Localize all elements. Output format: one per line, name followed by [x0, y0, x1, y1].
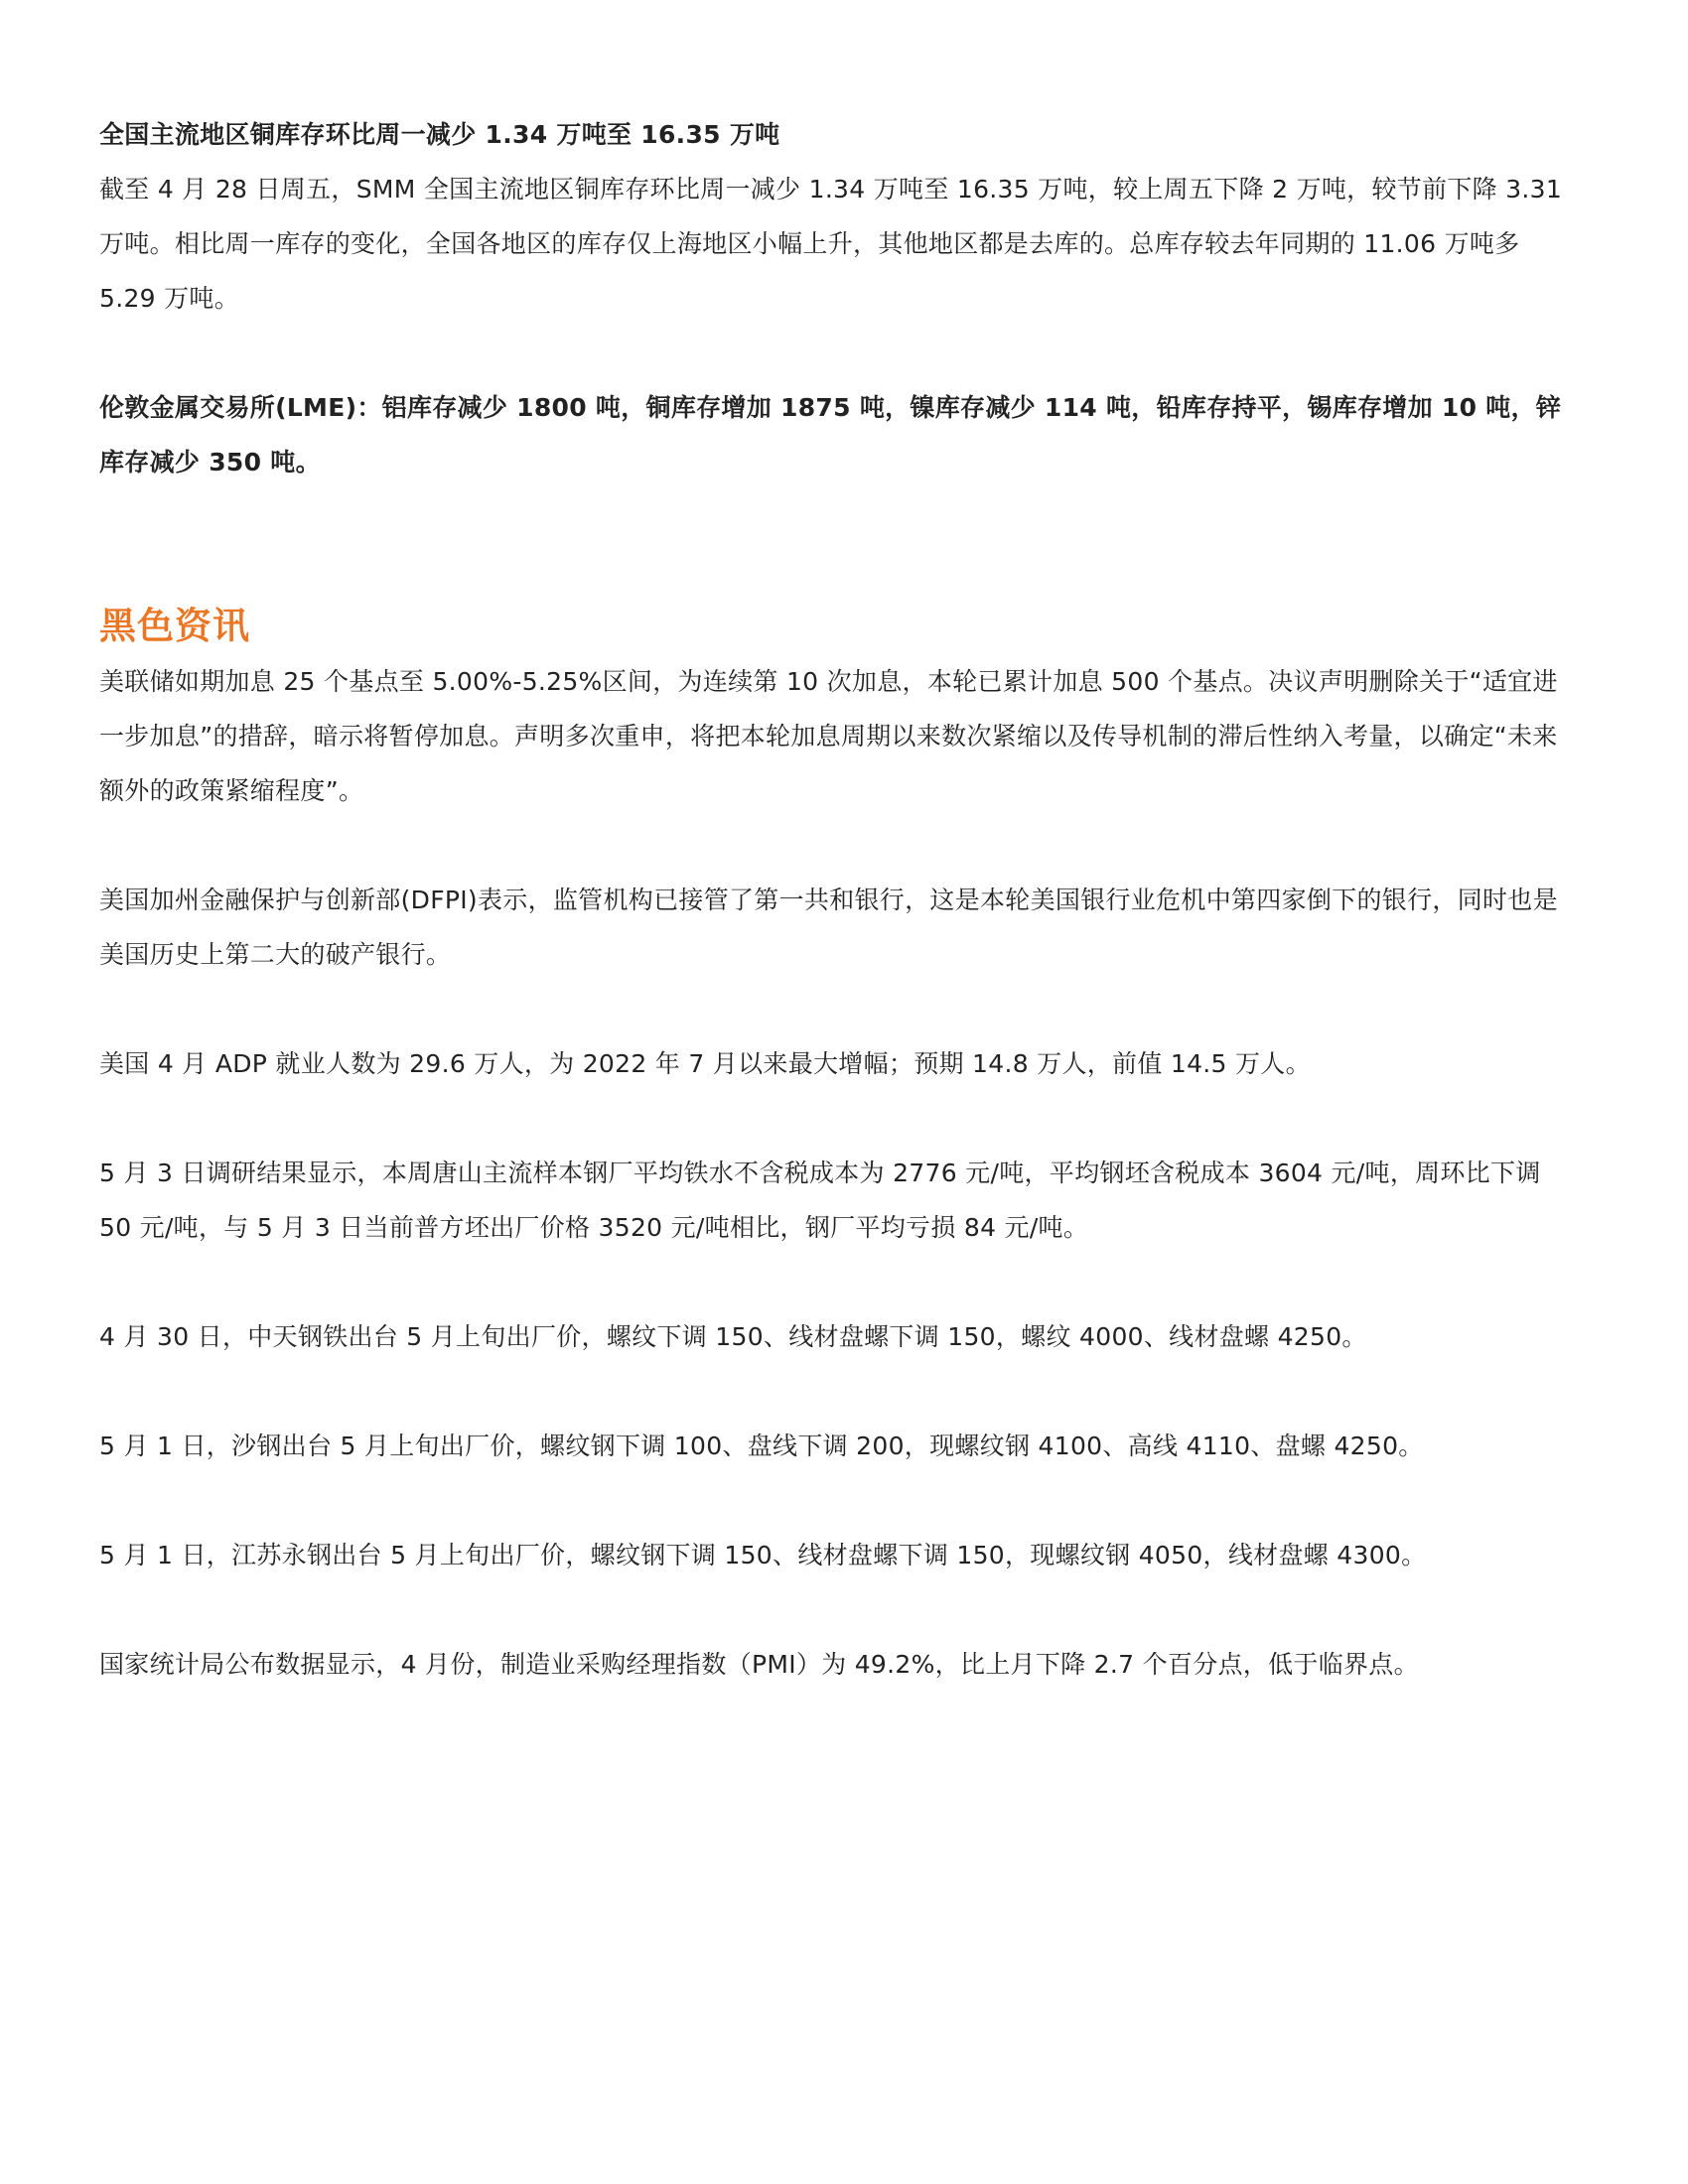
news-paragraph-fed: 美联储如期加息 25 个基点至 5.00%-5.25%区间，为连续第 10 次加息，本轮已累计加息 500 个基点。决议声明删除关于“适宜进一步加息”的措辞，暗示将暂停加息。声明多次重申，将把本轮加息周期以来数次紧缩以及传导机制的滞后性纳入考量，以确定“未来额外的政策紧缩程度”。 — [99, 667, 1558, 805]
lme-inventory-paragraph: 伦敦金属交易所(LME)：铝库存减少 1800 吨，铜库存增加 1875 吨，镍库存减少 114 吨，铅库存持平，锡库存增加 10 吨，锌库存减少 350 吨。 — [99, 393, 1562, 477]
news-paragraph-pmi: 国家统计局公布数据显示，4 月份，制造业采购经理指数（PMI）为 49.2%，比上月下降 2.7 个百分点，低于临界点。 — [99, 1650, 1419, 1679]
copper-inventory-heading: 全国主流地区铜库存环比周一减少 1.34 万吨至 16.35 万吨 — [99, 120, 780, 149]
section-title-ferrous: 黑色资讯 — [99, 605, 250, 647]
news-paragraph-tangshan-cost: 5 月 3 日调研结果显示，本周唐山主流样本钢厂平均铁水不含税成本为 2776 元/吨，平均钢坯含税成本 3604 元/吨，周环比下调 50 元/吨，与 5 月 3 日当前普方坯出厂价格 3520 元/吨相比，钢厂平均亏损 84 元/吨。 — [99, 1159, 1541, 1242]
news-paragraph-shagang-price: 5 月 1 日，沙钢出台 5 月上旬出厂价，螺纹钢下调 100、盘线下调 200，现螺纹钢 4100、高线 4110、盘螺 4250。 — [99, 1432, 1424, 1460]
news-paragraph-adp: 美国 4 月 ADP 就业人数为 29.6 万人，为 2022 年 7 月以来最大增幅；预期 14.8 万人，前值 14.5 万人。 — [99, 1049, 1311, 1078]
news-paragraph-zhongtian-price: 4 月 30 日，中天钢铁出台 5 月上旬出厂价，螺纹下调 150、线材盘螺下调 150，螺纹 4000、线材盘螺 4250。 — [99, 1322, 1367, 1351]
copper-inventory-body: 截至 4 月 28 日周五，SMM 全国主流地区铜库存环比周一减少 1.34 万吨至 16.35 万吨，较上周五下降 2 万吨，较节前下降 3.31 万吨。相比周一库存的变化，全国各地区的库存仅上海地区小幅上升，其他地区都是去库的。总库存较去年同期的 11.06 万吨多 5.29 万吨。 — [99, 175, 1563, 313]
document-page — [99, 107, 1569, 1692]
news-paragraph-yonggang-price: 5 月 1 日，江苏永钢出台 5 月上旬出厂价，螺纹钢下调 150、线材盘螺下调 150，现螺纹钢 4050，线材盘螺 4300。 — [99, 1541, 1427, 1570]
news-paragraph-dfpi: 美国加州金融保护与创新部(DFPI)表示，监管机构已接管了第一共和银行，这是本轮美国银行业危机中第四家倒下的银行，同时也是美国历史上第二大的破产银行。 — [99, 886, 1558, 969]
